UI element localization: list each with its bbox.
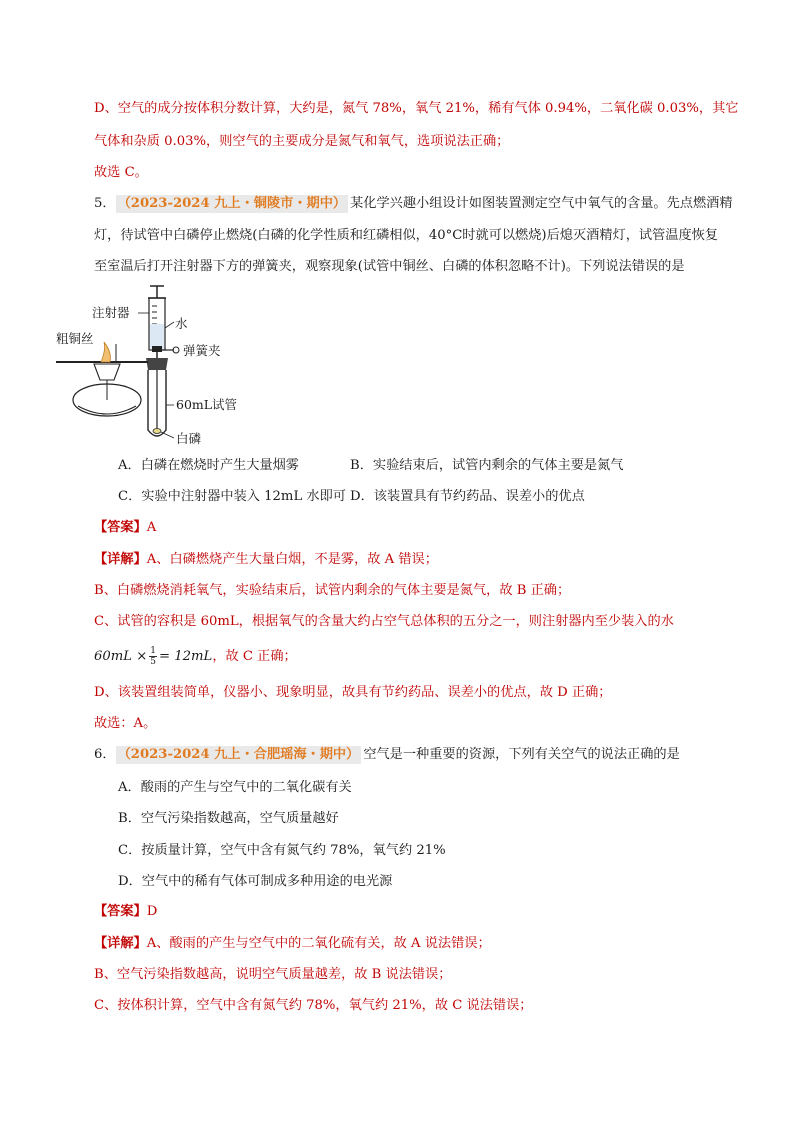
q5-detail-d: D、该装置组装简单，仪器小、现象明显，故具有节约药品、误差小的优点，故 D 正确； (94, 685, 612, 700)
q5-detail-b: B、白磷燃烧消耗氧气，实验结束后，试管内剩余的气体主要是氮气，故 B 正确； (94, 583, 571, 598)
q6-stem-line (94, 746, 680, 764)
q5-detail-label: 【详解】 (94, 552, 147, 567)
q6-answer-label: 【答案】 (94, 904, 147, 919)
q5-answer-value: A (146, 520, 157, 535)
q5-stem-line1 (94, 195, 733, 213)
q5-number: 5． (94, 196, 116, 211)
q6-detail-b: B、空气污染指数越高，说明空气质量越差，故 B 说法错误； (94, 967, 452, 982)
q5-option-b: B．实验结束后，试管内剩余的气体主要是氮气 (350, 458, 624, 473)
label-syringe: 注射器 (92, 305, 130, 320)
q6-source-badge: （2023-2024 九上・合肥瑶海・期中） (117, 747, 360, 762)
q6-answer-value: D (146, 904, 158, 919)
prev-conclusion: 故选 C。 (94, 165, 148, 180)
q6-number: 6． (94, 747, 116, 762)
q5-stem-line2: 灯，待试管中白磷停止燃烧(白磷的化学性质和红磷相似，40°C时就可以燃烧)后熄灭酒精灯，试管温度恢复 (94, 228, 719, 243)
q6-option-a: A．酸雨的产生与空气中的二氧化碳有关 (118, 780, 352, 795)
q5-option-d: D．该装置具有节约药品、误差小的优点 (350, 489, 585, 504)
q5-answer (94, 519, 156, 537)
formula-numerator: 1 (150, 646, 157, 656)
q6-answer (94, 903, 157, 921)
formula-lhs: 60mL × (94, 649, 148, 664)
q5-apparatus-figure (56, 280, 316, 450)
q5-option-c: C．实验中注射器中装入 12mL 水即可 (118, 489, 346, 504)
q6-detail-a-text: A、酸雨的产生与空气中的二氧化硫有关，故 A 说法错误； (146, 936, 491, 951)
label-copper-wire: 粗铜丝 (56, 331, 94, 346)
prev-detail-d-line2: 气体和杂质 0.03%，则空气的主要成分是氮气和氧气，选项说法正确； (94, 134, 510, 149)
formula-denominator: 5 (150, 657, 157, 667)
q6-detail-a (94, 935, 491, 953)
q5-answer-label: 【答案】 (94, 520, 147, 535)
q5-detail-c1: C、试管的容积是 60mL，根据氧气的含量大约占空气总体积的五分之一，则注射器内至少装入的水 (94, 614, 674, 629)
q6-detail-label: 【详解】 (94, 936, 147, 951)
label-clamp: 弹簧夹 (183, 343, 221, 358)
q5-stem-text1: 某化学兴趣小组设计如图装置测定空气中氧气的含量。先点燃酒精 (350, 196, 733, 211)
q5-detail-a-text: A、白磷燃烧产生大量白烟，不是雾，故 A 错误； (146, 552, 438, 567)
label-water: 水 (175, 316, 188, 331)
q5-formula-line (94, 643, 297, 671)
prev-detail-d-line1: D、空气的成分按体积分数计算，大约是，氮气 78%，氧气 21%，稀有气体 0.94%，二氧化碳 0.03%，其它 (94, 101, 739, 116)
formula-fraction (149, 646, 157, 667)
q6-detail-c: C、按体积计算，空气中含有氮气约 78%，氧气约 21%，故 C 说法错误； (94, 998, 533, 1013)
formula-rhs: = 12mL (159, 649, 213, 664)
q6-option-d: D．空气中的稀有气体可制成多种用途的电光源 (118, 874, 393, 889)
formula-tail: ，故 C 正确； (212, 649, 297, 664)
label-test-tube: 60mL试管 (176, 397, 238, 412)
q5-stem-line3: 至室温后打开注射器下方的弹簧夹，观察现象(试管中铜丝、白磷的体积忽略不计)。下列说法错误的是 (94, 259, 685, 274)
q6-option-b: B．空气污染指数越高，空气质量越好 (118, 811, 339, 826)
q6-stem-text: 空气是一种重要的资源，下列有关空气的说法正确的是 (363, 747, 680, 762)
q6-option-c: C．按质量计算，空气中含有氮气约 78%，氧气约 21% (118, 843, 446, 858)
q5-option-a: A．白磷在燃烧时产生大量烟雾 (118, 458, 299, 473)
q5-detail-a (94, 551, 438, 569)
q5-conclusion: 故选：A。 (94, 716, 157, 731)
q5-source-badge: （2023-2024 九上・铜陵市・期中） (117, 196, 347, 211)
label-white-phosphorus: 白磷 (176, 431, 202, 446)
